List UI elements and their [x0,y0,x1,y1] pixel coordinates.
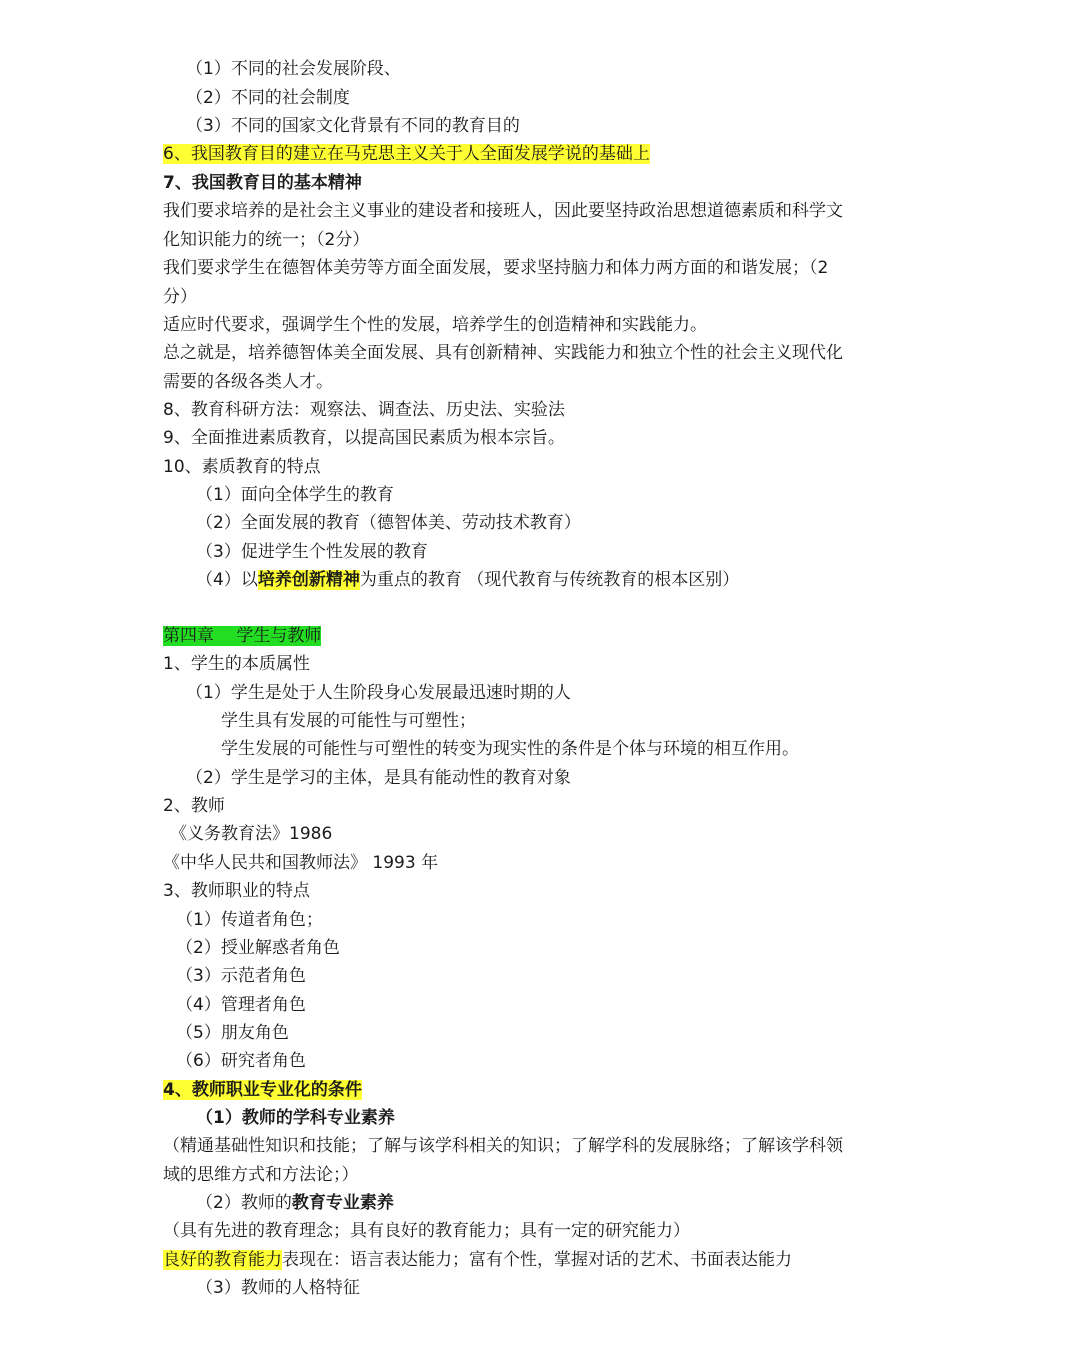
text-line: 我们要求培养的是社会主义事业的建设者和接班人，因此要坚持政治思想道德素质和科学文 [163,201,843,221]
subsection-heading: （1）教师的学科专业素养 [196,1108,395,1128]
text-line: 化知识能力的统一；（2分） [163,230,370,250]
text-line: 8、教育科研方法：观察法、调查法、历史法、实验法 [163,400,565,420]
bold-text: 教育专业素养 [291,1193,394,1213]
text-line: （1）传道者角色； [176,910,323,930]
text-line: 1、学生的本质属性 [163,654,310,674]
text-line: （6）研究者角色 [176,1051,306,1071]
text-line: 分） [163,287,197,307]
text-segment: （4）以 [196,570,258,590]
text-line: （3）教师的人格特征 [196,1278,360,1298]
text-line: （3）示范者角色 [176,966,306,986]
text-line: 学生发展的可能性与可塑性的转变为现实性的条件是个体与环境的相互作用。 [221,739,799,759]
text-line: 2、教师 [163,796,225,816]
text-line: 3、教师职业的特点 [163,881,310,901]
highlighted-text: 培养创新精神 [257,570,360,590]
text-line [163,142,650,166]
text-line: （具有先进的教育理念；具有良好的教育能力；具有一定的研究能力） [163,1221,690,1241]
text-line [196,568,739,592]
text-line: 总之就是，培养德智体美全面发展、具有创新精神、实践能力和独立个性的社会主义现代化 [163,343,843,363]
text-line: 《义务教育法》1986 [170,824,333,844]
text-line: （1）学生是处于人生阶段身心发展最迅速时期的人 [186,683,571,703]
highlighted-text: 良好的教育能力 [163,1250,282,1270]
text-line [196,1191,394,1215]
section-heading [163,1078,362,1102]
text-line: 学生具有发展的可能性与可塑性； [221,711,476,731]
text-segment: （2）教师的 [196,1193,292,1213]
chapter-heading [163,624,321,648]
text-line: （1）面向全体学生的教育 [196,485,394,505]
text-line [163,1248,792,1272]
text-line: （1）不同的社会发展阶段、 [186,59,401,79]
text-line: （4）管理者角色 [176,995,306,1015]
text-segment: 表现在：语言表达能力；富有个性，掌握对话的艺术、书面表达能力 [282,1250,792,1270]
text-line: （精通基础性知识和技能；了解与该学科相关的知识；了解学科的发展脉络；了解该学科领 [163,1136,843,1156]
text-line: （3）不同的国家文化背景有不同的教育目的 [186,116,520,136]
text-line: （2）学生是学习的主体，是具有能动性的教育对象 [186,768,571,788]
highlighted-text: 第四章 学生与教师 [163,626,322,646]
text-line: （5）朋友角色 [176,1023,289,1043]
text-line: （3）促进学生个性发展的教育 [196,542,428,562]
text-line: 10、素质教育的特点 [163,457,321,477]
text-line: （2）授业解惑者角色 [176,938,340,958]
text-line: （2）不同的社会制度 [186,88,350,108]
text-line: （2）全面发展的教育（德智体美、劳动技术教育） [196,513,581,533]
highlighted-text: 4、教师职业专业化的条件 [163,1080,362,1100]
text-line: 我们要求学生在德智体美劳等方面全面发展，要求坚持脑力和体力两方面的和谐发展；（2 [163,258,829,278]
highlighted-text: 6、我国教育目的 [163,144,293,164]
text-line: 9、全面推进素质教育，以提高国民素质为根本宗旨。 [163,428,565,448]
text-line: 域的思维方式和方法论；） [163,1165,359,1185]
text-segment: 为重点的教育 （现代教育与传统教育的根本区别） [359,570,740,590]
highlighted-text: 建立在马克思主义关于人全面发展学说的基础上 [292,144,650,164]
text-line: 需要的各级各类人才。 [163,372,333,392]
text-line: 《中华人民共和国教师法》 1993 年 [163,853,439,873]
text-line: 适应时代要求，强调学生个性的发展，培养学生的创造精神和实践能力。 [163,315,707,335]
section-heading: 7、我国教育目的基本精神 [163,173,362,193]
